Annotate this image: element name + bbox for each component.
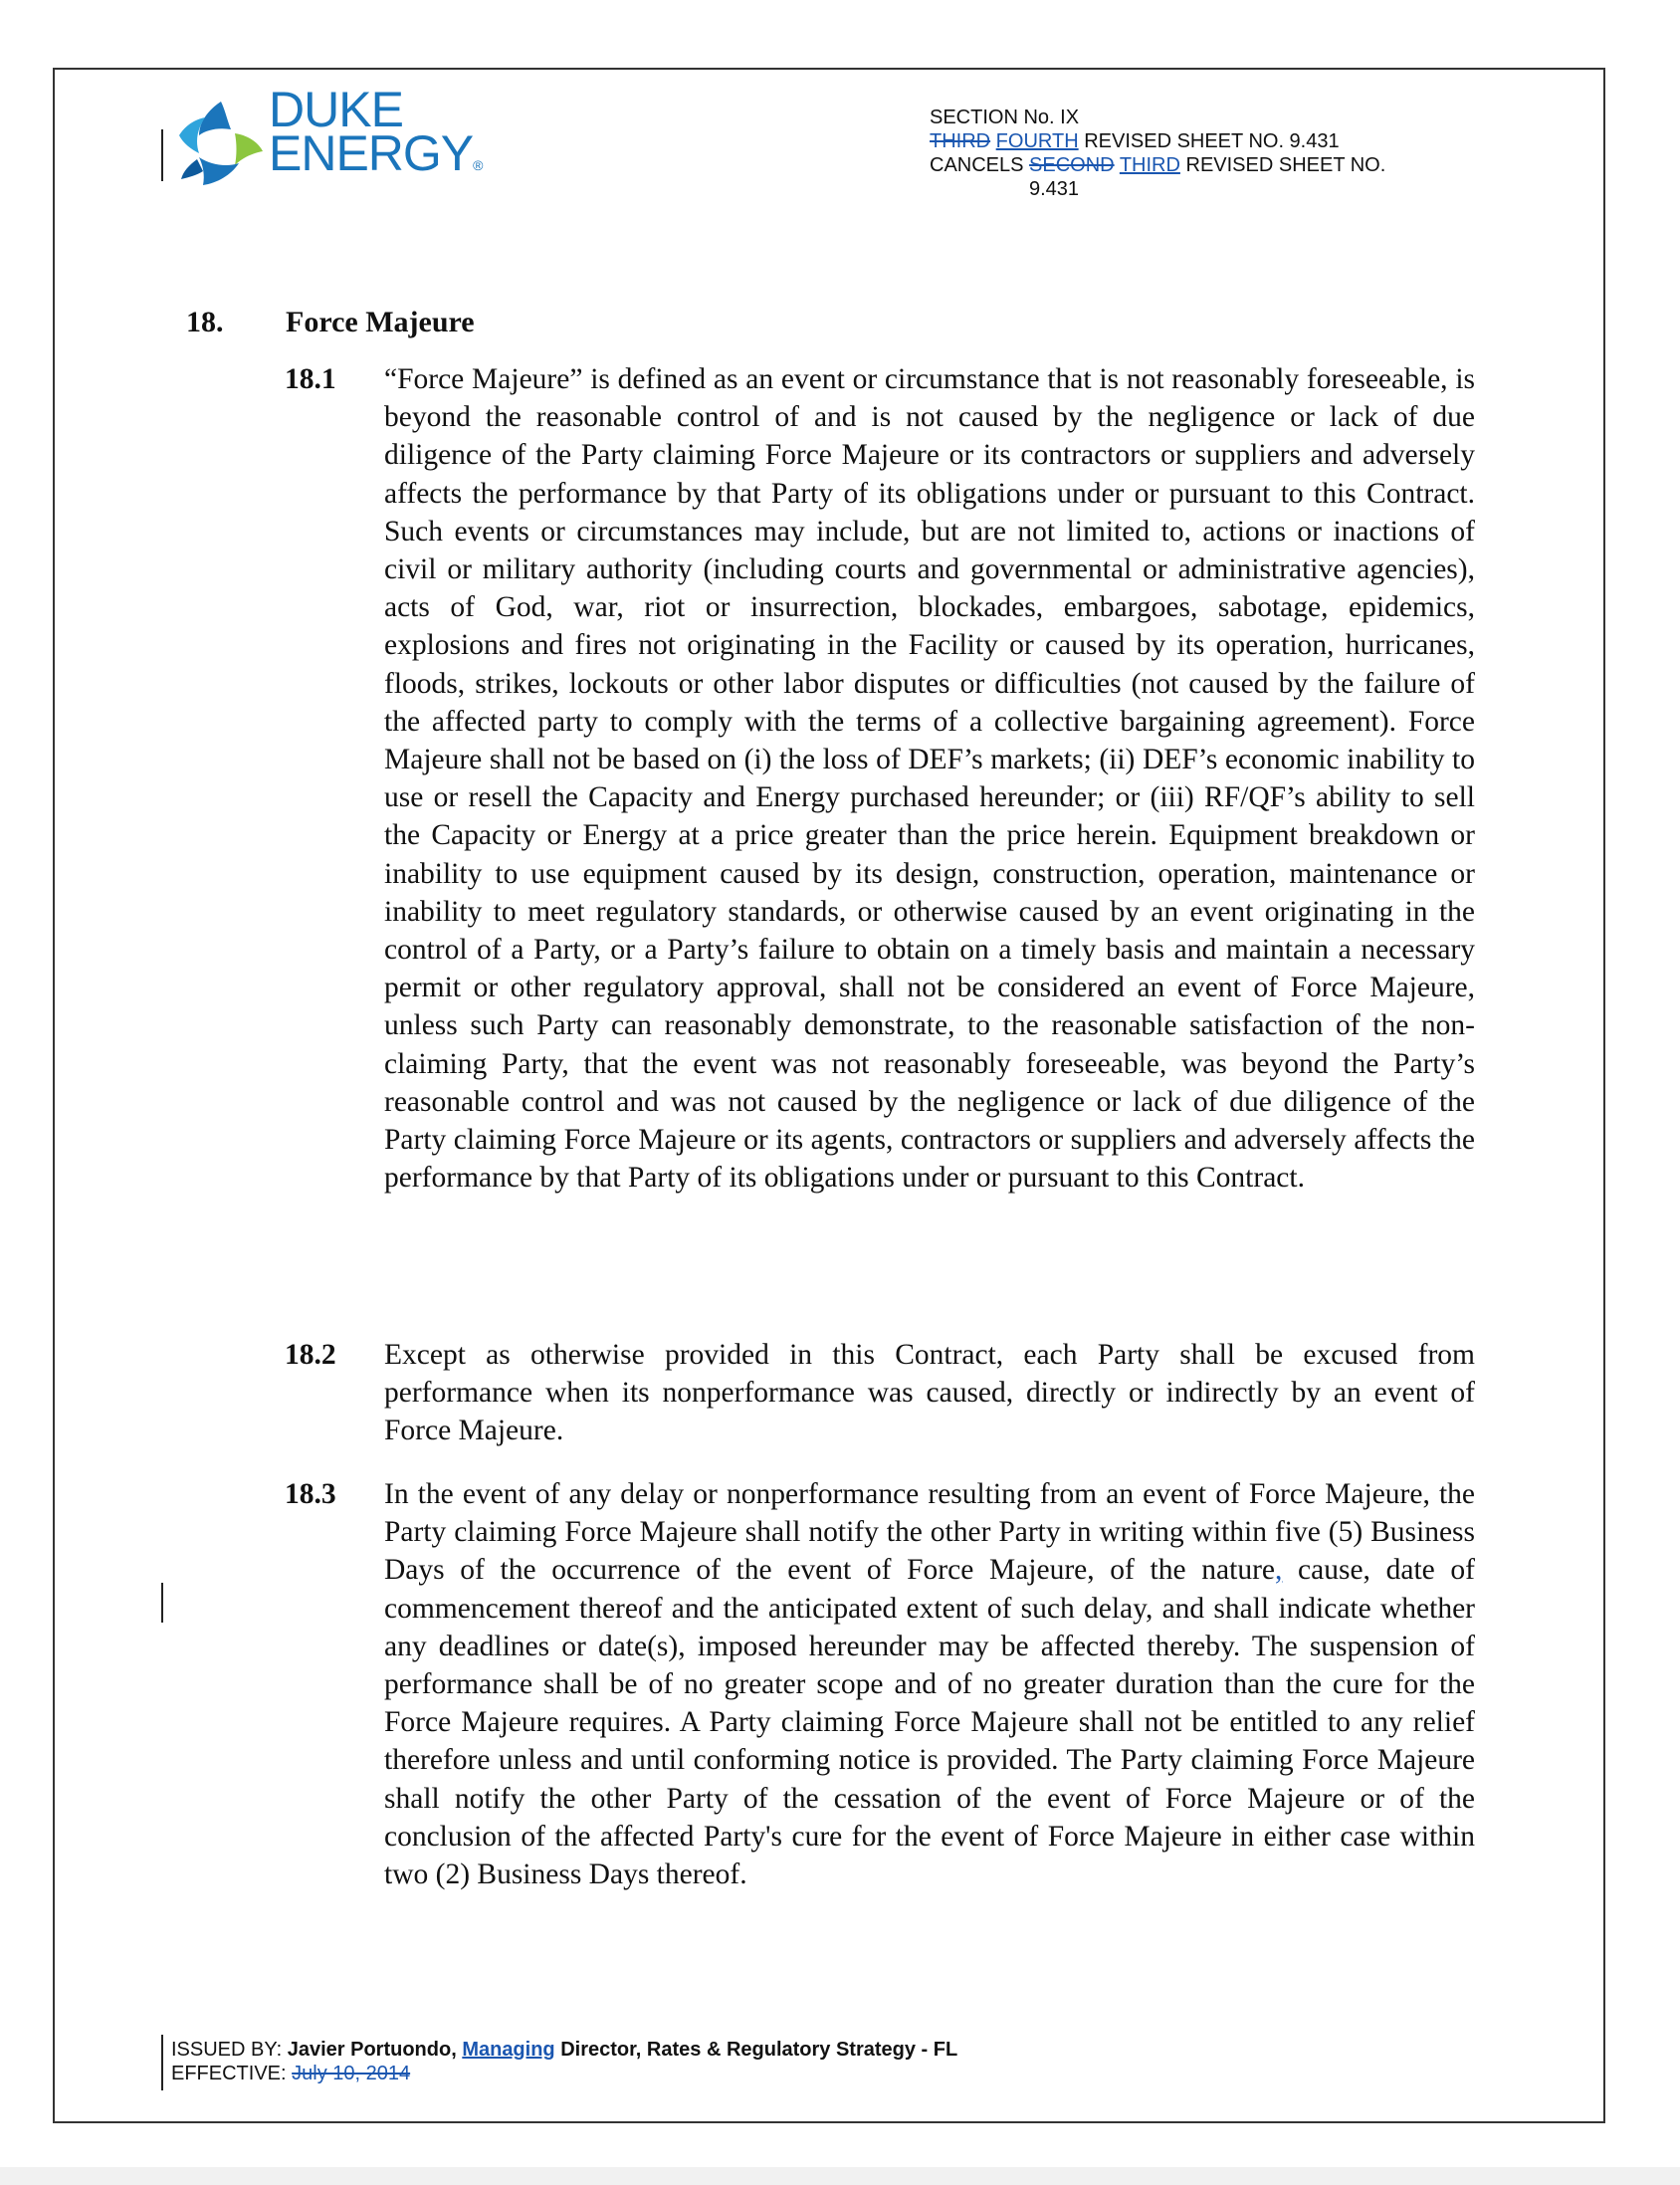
clause-text: “Force Majeure” is defined as an event or circumstance that is not reasonably foreseeable, is beyond the reasonable control of and is not caused by the negligence or lack of due diligence of the Party claiming Force Majeure or its contractors or suppliers and adversely affects the performance by that Party of its obligations under or pursuant to this Contract. Such events or circumstances may include, but are not limited to, actions or inactions of civil or military authority (including courts and governmental or administrative agencies), acts of God, war, riot or insurrection, blockades, embargoes, sabotage, epidemics, explosions and fires not originating in the Facility or caused by its operation, hurricanes, floods, strikes, lockouts or other labor disputes or difficulties (not caused by the failure of the affected party to comply with the terms of a collective bargaining agreement). Force Majeure shall not be based on (i) the loss of DEF’s markets; (ii) DEF’s economic inability to use or resell the Capacity and Energy purchased hereunder; or (iii) RF/QF’s ability to sell the Capacity or Energy at a price greater than the price herein. Equipment breakdown or inability to use equipment caused by its design, construction, operation, maintenance or inability to meet regulatory standards, or otherwise caused by an event originating in the control of a Party, or a Party’s failure to obtain on a timely basis and maintain a necessary permit or other regulatory approval, shall not be considered an event of Force Majeure, unless such Party can reasonably demonstrate, to the reasonable satisfaction of the non-claiming Party, that the event was not reasonably foreseeable, was beyond the Party’s reasonable control and was not caused by the negligence or lack of due diligence of the Party claiming Force Majeure or its agents, contractors or suppliers and adversely affects the performance by that Party of its obligations under or pursuant to this Contract. <box>384 363 1475 1195</box>
inserted-revision-text: FOURTH <box>995 130 1079 152</box>
issuance-footer <box>171 2038 957 2085</box>
change-bar-footer <box>161 2035 163 2090</box>
cancels-prefix: CANCELS <box>930 154 1024 176</box>
section-heading-title: Force Majeure <box>286 306 475 338</box>
section-heading-number: 18. <box>186 306 224 338</box>
logo-line-1: DUKE <box>269 82 403 137</box>
effective-label: EFFECTIVE: <box>171 2063 287 2084</box>
deleted-revision-text: THIRD <box>930 130 991 152</box>
logo-line-2 <box>269 125 483 187</box>
clause-18-2 <box>285 1336 1475 1450</box>
inserted-comma: , <box>1274 1554 1283 1587</box>
revised-sheet-text: REVISED SHEET NO. 9.431 <box>1084 130 1340 152</box>
clause-text: Except as otherwise provided in this Contract, each Party shall be excused from performance when its nonperformance was caused, directly or indirectly by an event of Force Majeure. <box>384 1339 1475 1447</box>
clause-number: 18.2 <box>285 1339 336 1371</box>
issued-by-line <box>171 2038 957 2062</box>
cancels-sheet-number: 9.431 <box>1029 178 1080 200</box>
clause-text-part-1: In the event of any delay or nonperformance resulting from an event of Force Majeure, the Party claiming Force Majeure shall notify the other Party in writing within five (5) Business Days of the occurrence of the event of Force Majeure, of the nature <box>384 1478 1475 1587</box>
clause-text-part-2: cause, date of commencement thereof and the anticipated extent of such delay, and shall indicate whether any deadlines or date(s), imposed hereunder may be affected thereby. The suspension of performance shall be of no greater scope and of no greater duration than the cure for the Force Majeure requires. A Party claiming Force Majeure shall not be entitled to any relief therefore unless and until conforming notice is provided. The Party claiming Force Majeure shall notify the other Party of the cessation of the event of Force Majeure or of the conclusion of the affected Party's cure for the event of Force Majeure in either case within two (2) Business Days thereof. <box>384 1554 1475 1891</box>
clause-18-3 <box>285 1475 1475 1893</box>
clause-18-1 <box>285 360 1475 1197</box>
registered-mark: ® <box>473 157 483 173</box>
change-bar-clause-18-3 <box>161 1583 163 1623</box>
revised-sheet-line <box>930 129 1487 153</box>
clause-text <box>384 1475 1475 1893</box>
inserted-title-word: Managing <box>462 2039 555 2061</box>
logo-line-2-text: ENERGY <box>269 125 474 181</box>
scan-bottom-edge <box>0 2167 1680 2185</box>
change-bar-header <box>161 129 163 181</box>
duke-energy-logo <box>169 82 498 197</box>
effective-line <box>171 2062 957 2085</box>
section-heading <box>186 304 475 341</box>
cancels-line <box>930 153 1487 177</box>
issuer-title: Director, Rates & Regulatory Strategy - FL <box>560 2039 958 2061</box>
duke-energy-mark-icon <box>169 96 265 191</box>
cancels-rest: REVISED SHEET NO. <box>1185 154 1386 176</box>
cancels-inserted-text: THIRD <box>1119 154 1180 176</box>
section-number: SECTION No. IX <box>930 107 1080 128</box>
clause-number: 18.3 <box>285 1478 336 1510</box>
issued-by-label: ISSUED BY: <box>171 2039 283 2061</box>
deleted-effective-date: July 10, 2014 <box>292 2063 411 2084</box>
clause-number: 18.1 <box>285 363 336 395</box>
sheet-header <box>930 106 1487 201</box>
cancels-deleted-text: SECOND <box>1029 154 1115 176</box>
issuer-name: Javier Portuondo, <box>287 2039 457 2061</box>
